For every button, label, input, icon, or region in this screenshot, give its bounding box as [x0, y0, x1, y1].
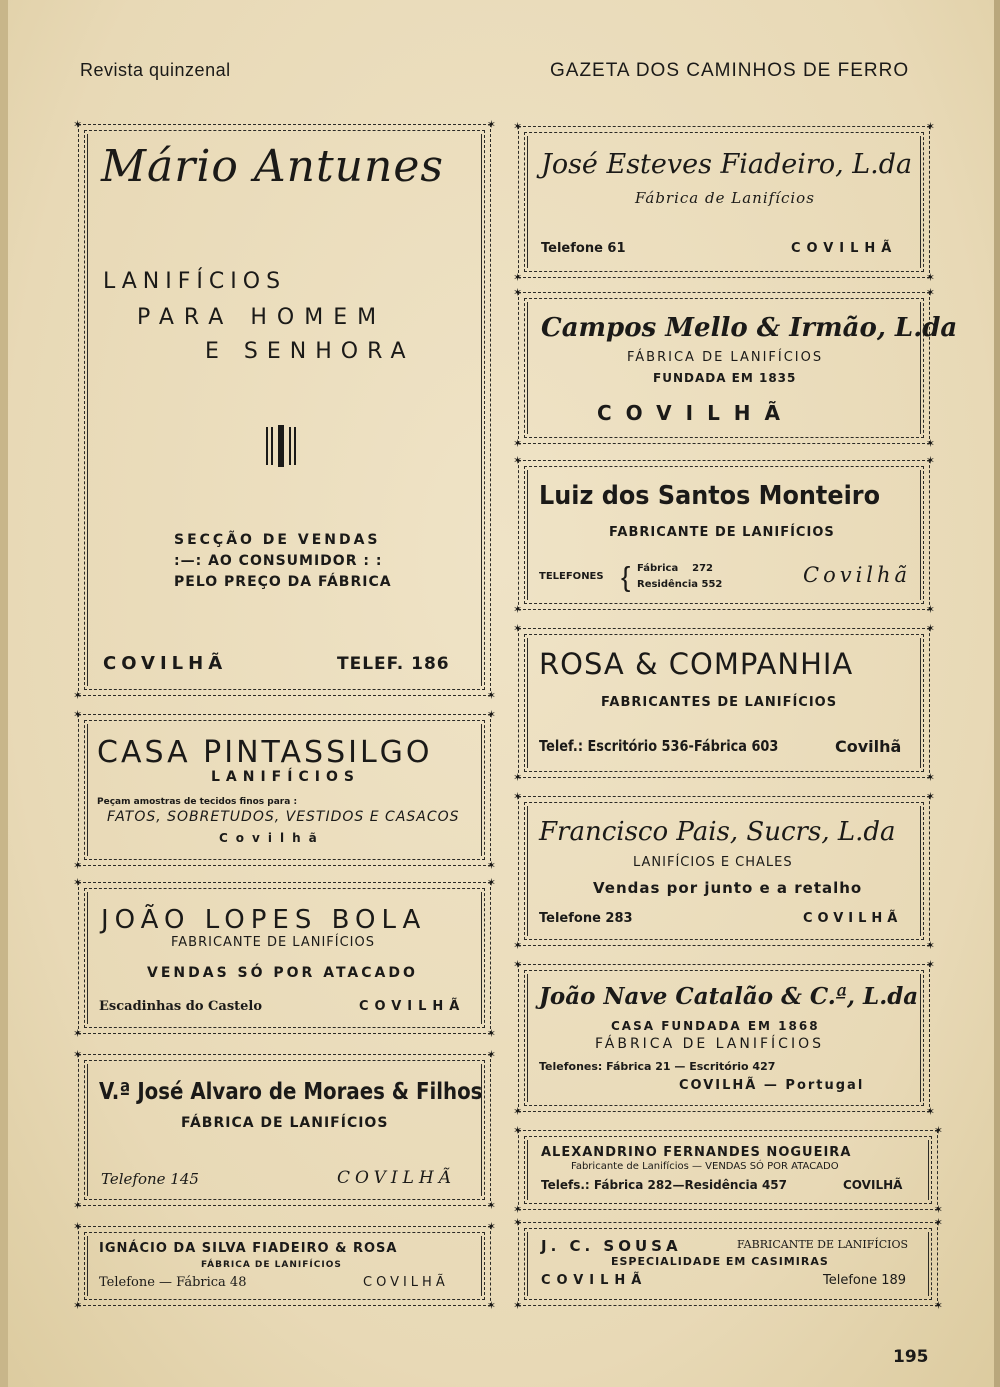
- corner-star-icon: ✶: [513, 603, 523, 616]
- corner-star-icon: ✶: [513, 120, 523, 133]
- ad-francisco-pais: [513, 790, 935, 952]
- corner-star-icon: ✶: [513, 1299, 523, 1312]
- corner-star-icon: ✶: [486, 1199, 496, 1212]
- ad-city: Covilhã: [835, 737, 902, 756]
- ad-mario-antunes: [73, 118, 496, 702]
- ad-phone: Telef.: Escritório 536-Fábrica 603: [539, 737, 779, 755]
- ad-title: Campos Mello & Irmão, L.da: [541, 313, 958, 343]
- corner-star-icon: ✶: [513, 1216, 523, 1229]
- ad-line: LANIFÍCIOS: [211, 769, 360, 785]
- corner-star-icon: ✶: [933, 1216, 943, 1229]
- ad-phone: Telefs.: Fábrica 282—Residência 457: [541, 1178, 787, 1192]
- ad-line: Fábrica de Lanifícios: [635, 189, 815, 207]
- ad-city: COVILHÃ: [103, 653, 228, 674]
- ad-title: ROSA & COMPANHIA: [539, 647, 854, 681]
- corner-star-icon: ✶: [73, 1048, 83, 1061]
- ad-city: COVILHÃ: [541, 1273, 648, 1288]
- ad-line: Vendas por junto e a retalho: [593, 879, 863, 897]
- corner-star-icon: ✶: [925, 790, 935, 803]
- corner-star-icon: ✶: [486, 689, 496, 702]
- ad-line: LANIFÍCIOS: [103, 269, 287, 294]
- ad-address: Escadinhas do Castelo: [99, 999, 263, 1014]
- ad-line: CASA FUNDADA EM 1868: [611, 1019, 820, 1033]
- corner-star-icon: ✶: [486, 118, 496, 131]
- ad-title: J. C. SOUSA: [541, 1237, 682, 1255]
- corner-star-icon: ✶: [513, 454, 523, 467]
- ad-city: COVILHÃ — Portugal: [679, 1078, 865, 1093]
- ad-line: FABRICANTES DE LANIFÍCIOS: [601, 695, 838, 710]
- ad-joao-lopes-bola: [73, 876, 496, 1040]
- page-edge-right: [994, 0, 1000, 1387]
- ad-line: Peçam amostras de tecidos finos para :: [97, 797, 298, 807]
- ad-alexandrino-nogueira: [513, 1124, 943, 1216]
- ad-line: :—: AO CONSUMIDOR : :: [174, 553, 383, 569]
- ad-line: PELO PREÇO DA FÁBRICA: [174, 574, 392, 590]
- ad-line: FABRICANTE DE LANIFÍCIOS: [609, 525, 835, 540]
- ad-casa-pintassilgo: [73, 708, 496, 872]
- ad-city: Covilhã: [219, 831, 325, 845]
- corner-star-icon: ✶: [486, 1220, 496, 1233]
- corner-star-icon: ✶: [73, 118, 83, 131]
- ad-line: FÁBRICA DE LANIFÍCIOS: [595, 1036, 824, 1052]
- corner-star-icon: ✶: [486, 1027, 496, 1040]
- corner-star-icon: ✶: [73, 689, 83, 702]
- corner-star-icon: ✶: [513, 622, 523, 635]
- brace: {: [621, 561, 631, 592]
- ad-title: Mário Antunes: [101, 141, 444, 192]
- ad-phone: Fábrica 272: [637, 563, 713, 574]
- corner-star-icon: ✶: [73, 876, 83, 889]
- ad-line: E SENHORA: [205, 339, 415, 364]
- corner-star-icon: ✶: [933, 1203, 943, 1216]
- ad-title: João Nave Catalão & C.ª, L.da: [539, 983, 919, 1010]
- corner-star-icon: ✶: [513, 771, 523, 784]
- corner-star-icon: ✶: [513, 790, 523, 803]
- ad-city: COVILHÃ: [597, 401, 795, 425]
- corner-star-icon: ✶: [513, 958, 523, 971]
- corner-star-icon: ✶: [486, 1048, 496, 1061]
- corner-star-icon: ✶: [925, 437, 935, 450]
- page-edge-left: [0, 0, 8, 1387]
- ad-title: Luiz dos Santos Monteiro: [539, 481, 881, 511]
- ad-ignacio-fiadeiro-rosa: [73, 1220, 496, 1312]
- corner-star-icon: ✶: [513, 1124, 523, 1137]
- ad-luiz-santos-monteiro: [513, 454, 935, 616]
- corner-star-icon: ✶: [73, 859, 83, 872]
- ad-city: COVILHÃ: [359, 999, 466, 1014]
- ad-line: FÁBRICA DE LANIFÍCIOS: [627, 350, 824, 365]
- ad-city: COVILHÃ: [337, 1168, 457, 1188]
- corner-star-icon: ✶: [73, 1199, 83, 1212]
- corner-star-icon: ✶: [73, 1220, 83, 1233]
- corner-star-icon: ✶: [73, 708, 83, 721]
- ad-phone: Telefone — Fábrica 48: [99, 1275, 247, 1290]
- ad-jc-sousa: [513, 1216, 943, 1312]
- corner-star-icon: ✶: [933, 1299, 943, 1312]
- corner-star-icon: ✶: [925, 603, 935, 616]
- ad-phone: Telefone 283: [539, 911, 633, 926]
- ad-phone: Telefone 145: [101, 1170, 199, 1188]
- ad-phone: Residência 552: [637, 579, 723, 590]
- ad-city: COVILHÃ: [843, 1178, 903, 1192]
- ad-joao-nave-catalao: [513, 958, 935, 1118]
- corner-star-icon: ✶: [486, 708, 496, 721]
- corner-star-icon: ✶: [513, 286, 523, 299]
- corner-star-icon: ✶: [925, 271, 935, 284]
- corner-star-icon: ✶: [925, 286, 935, 299]
- ad-jose-esteves-fiadeiro: [513, 120, 935, 284]
- ad-phone: Telefone 61: [541, 241, 626, 256]
- corner-star-icon: ✶: [513, 939, 523, 952]
- ad-title: CASA PINTASSILGO: [97, 735, 433, 770]
- ad-title: IGNÁCIO DA SILVA FIADEIRO & ROSA: [99, 1241, 398, 1256]
- corner-star-icon: ✶: [925, 1105, 935, 1118]
- ad-city: COVILHÃ: [803, 911, 903, 926]
- corner-star-icon: ✶: [486, 1299, 496, 1312]
- ad-title: JOÃO LOPES BOLA: [101, 905, 427, 935]
- ad-rosa-companhia: [513, 622, 935, 784]
- corner-star-icon: ✶: [925, 622, 935, 635]
- ad-phone: Telefones: Fábrica 21 — Escritório 427: [539, 1060, 776, 1073]
- ad-line: ESPECIALIDADE EM CASIMIRAS: [611, 1255, 829, 1268]
- ad-title: ALEXANDRINO FERNANDES NOGUEIRA: [541, 1145, 852, 1160]
- header-left: Revista quinzenal: [80, 60, 231, 80]
- ad-phone: Telefone 189: [823, 1273, 907, 1288]
- corner-star-icon: ✶: [513, 437, 523, 450]
- ad-title: V.ª José Alvaro de Moraes & Filhos: [99, 1079, 483, 1105]
- ad-campos-mello-irmao: [513, 286, 958, 450]
- ad-title: José Esteves Fiadeiro, L.da: [541, 149, 913, 180]
- corner-star-icon: ✶: [513, 1105, 523, 1118]
- ad-line: FABRICANTE DE LANIFÍCIOS: [171, 935, 376, 950]
- ad-line: FUNDADA EM 1835: [653, 371, 797, 385]
- corner-star-icon: ✶: [486, 859, 496, 872]
- ad-phone: TELEF. 186: [337, 654, 450, 674]
- corner-star-icon: ✶: [73, 1027, 83, 1040]
- corner-star-icon: ✶: [513, 271, 523, 284]
- ad-line: PARA HOMEM: [137, 305, 387, 330]
- ad-moraes-filhos: [73, 1048, 496, 1212]
- ad-phone-label: TELEFONES: [539, 571, 604, 582]
- corner-star-icon: ✶: [73, 1299, 83, 1312]
- ad-line: FATOS, SOBRETUDOS, VESTIDOS E CASACOS: [107, 809, 460, 825]
- ad-line: FABRICANTE DE LANIFÍCIOS: [737, 1238, 909, 1251]
- ad-line: Fabricante de Lanifícios — VENDAS SÓ POR ATACADO: [571, 1161, 839, 1172]
- page-number: 195: [893, 1347, 929, 1367]
- corner-star-icon: ✶: [925, 120, 935, 133]
- ad-title: Francisco Pais, Sucrs, L.da: [539, 817, 896, 847]
- corner-star-icon: ✶: [513, 1203, 523, 1216]
- ad-line: VENDAS SÓ POR ATACADO: [147, 965, 418, 981]
- ad-city: Covilhã: [803, 563, 912, 587]
- header-right: GAZETA DOS CAMINHOS DE FERRO: [550, 60, 910, 81]
- ad-line: FÁBRICA DE LANIFÍCIOS: [201, 1260, 342, 1270]
- ad-city: COVILHÃ: [363, 1275, 449, 1290]
- stripes-ornament: [265, 425, 305, 469]
- ad-line: FÁBRICA DE LANIFÍCIOS: [181, 1115, 389, 1131]
- corner-star-icon: ✶: [925, 454, 935, 467]
- corner-star-icon: ✶: [933, 1124, 943, 1137]
- corner-star-icon: ✶: [925, 939, 935, 952]
- corner-star-icon: ✶: [925, 771, 935, 784]
- ad-line: LANIFÍCIOS E CHALES: [633, 855, 793, 870]
- ad-line: SECÇÃO DE VENDAS: [174, 532, 381, 548]
- corner-star-icon: ✶: [925, 958, 935, 971]
- corner-star-icon: ✶: [486, 876, 496, 889]
- ad-city: COVILHÃ: [791, 241, 898, 256]
